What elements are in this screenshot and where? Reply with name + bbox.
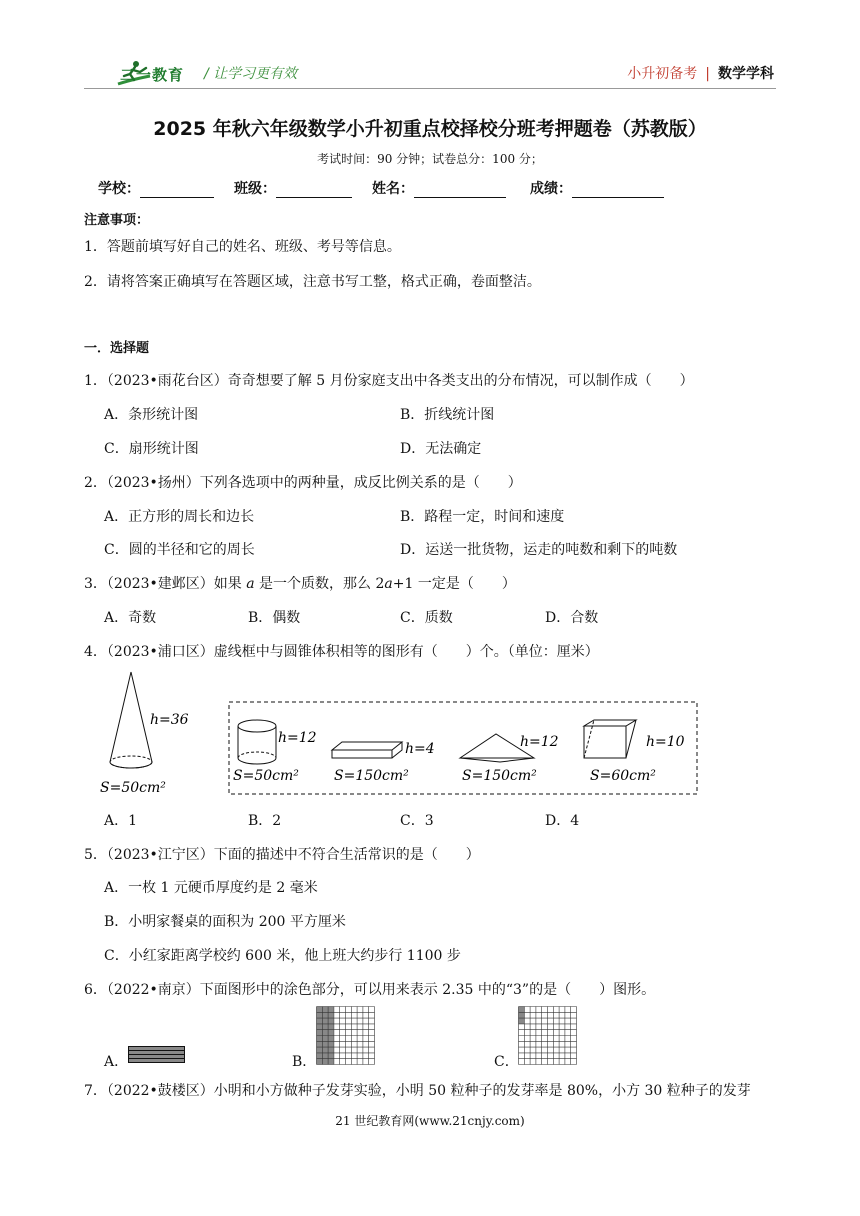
q6-option-a[interactable]: A． [104,1054,129,1070]
page-title: 2025 年秋六年级数学小升初重点校择校分班考押题卷（苏教版） [153,118,707,140]
q6-figure-b [316,1006,376,1066]
q6-option-c[interactable]: C． [494,1054,519,1070]
school-label: 学校： [98,178,214,198]
prism-figure [584,720,685,784]
pyramid-height: h=12 [520,734,559,750]
pyramid-base: S=150cm² [462,768,537,784]
brand-name: 二一教育 [120,66,185,84]
q3-option-d[interactable]: D．合数 [545,610,599,626]
cone-base: S=50cm² [100,780,166,796]
page-footer: 21 世纪教育网(www.21cnjy.com) [335,1114,525,1128]
cone-figure [100,672,189,796]
cylinder-base: S=50cm² [233,768,299,784]
q3-option-b[interactable]: B．偶数 [248,610,301,626]
question-1-stem: 1．（2023•雨花台区）奇奇想要了解 5 月份家庭支出中各类支出的分布情况，可以制作成（ ） [84,373,694,389]
volume-figures [96,668,706,798]
q1-option-d[interactable]: D．无法确定 [400,441,482,457]
header-right [627,63,774,83]
exam-info: 考试时间：90 分钟；试卷总分：100 分； [317,152,543,166]
cylinder-figure [233,720,317,784]
slogan: / 让学习更有效 [204,66,298,82]
q1-option-a[interactable]: A．条形统计图 [104,407,199,423]
school-blank[interactable] [140,183,214,198]
notice-item: 1．答题前填写好自己的姓名、班级、考号等信息。 [84,239,401,255]
header-separator: | [705,66,710,82]
q1-option-b[interactable]: B．折线统计图 [400,407,495,423]
notice-item: 2．请将答案正确填写在答题区域，注意书写工整，格式正确，卷面整洁。 [84,274,541,290]
q2-option-d[interactable]: D．运送一批货物，运走的吨数和剩下的吨数 [400,542,678,558]
cuboid-height: h=4 [405,741,435,757]
q6-figure-c [518,1006,578,1066]
q5-option-a[interactable]: A．一枚 1 元硬币厚度约是 2 毫米 [104,880,318,896]
question-7-stem: 7．（2022•鼓楼区）小明和小方做种子发芽实验，小明 50 粒种子的发芽率是 80%，小方 30 粒种子的发芽 [84,1083,751,1099]
score-label: 成绩： [530,178,664,198]
name-label: 姓名： [372,178,506,198]
q1-option-c[interactable]: C．扇形统计图 [104,441,199,457]
cone-height: h=36 [150,712,189,728]
q2-option-b[interactable]: B．路程一定，时间和速度 [400,509,565,525]
q3-option-a[interactable]: A．奇数 [104,610,157,626]
class-label: 班级： [234,178,352,198]
cuboid-figure [332,741,435,784]
question-5-stem: 5．（2023•江宁区）下面的描述中不符合生活常识的是（ ） [84,847,480,863]
cuboid-base: S=150cm² [334,768,409,784]
q5-option-b[interactable]: B．小明家餐桌的面积为 200 平方厘米 [104,914,346,930]
header-tag: 小升初备考 [627,66,698,82]
prism-base: S=60cm² [590,768,656,784]
cylinder-height: h=12 [278,730,317,746]
question-6-stem: 6．（2022•南京）下面图形中的涂色部分，可以用来表示 2.35 中的“3”的是（ ）图形。 [84,982,656,998]
q6-option-b[interactable]: B． [292,1054,317,1070]
q2-option-c[interactable]: C．圆的半径和它的周长 [104,542,255,558]
score-blank[interactable] [572,183,664,198]
pyramid-figure [460,734,559,784]
q4-option-c[interactable]: C．3 [400,813,434,829]
q4-option-b[interactable]: B．2 [248,813,282,829]
q6-figure-a [128,1046,186,1064]
header-subject: 数学学科 [718,66,774,82]
question-3-stem: 3．（2023•建邺区）如果 a 是一个质数，那么 2a+1 一定是（ ） [84,576,516,592]
section-heading: 一．选择题 [84,341,150,356]
q5-option-c[interactable]: C．小红家距离学校约 600 米，他上班大约步行 1100 步 [104,948,461,964]
notice-heading: 注意事项： [84,213,150,228]
class-blank[interactable] [276,183,352,198]
q4-option-d[interactable]: D．4 [545,813,580,829]
q3-option-c[interactable]: C．质数 [400,610,453,626]
name-blank[interactable] [414,183,506,198]
header-divider [84,88,776,89]
q2-option-a[interactable]: A．正方形的周长和边长 [104,509,255,525]
q4-option-a[interactable]: A．1 [104,813,138,829]
prism-height: h=10 [646,734,685,750]
question-2-stem: 2．（2023•扬州）下列各选项中的两种量，成反比例关系的是（ ） [84,475,522,491]
question-4-stem: 4．（2023•浦口区）虚线框中与圆锥体积相等的图形有（ ）个。（单位：厘米） [84,644,599,660]
